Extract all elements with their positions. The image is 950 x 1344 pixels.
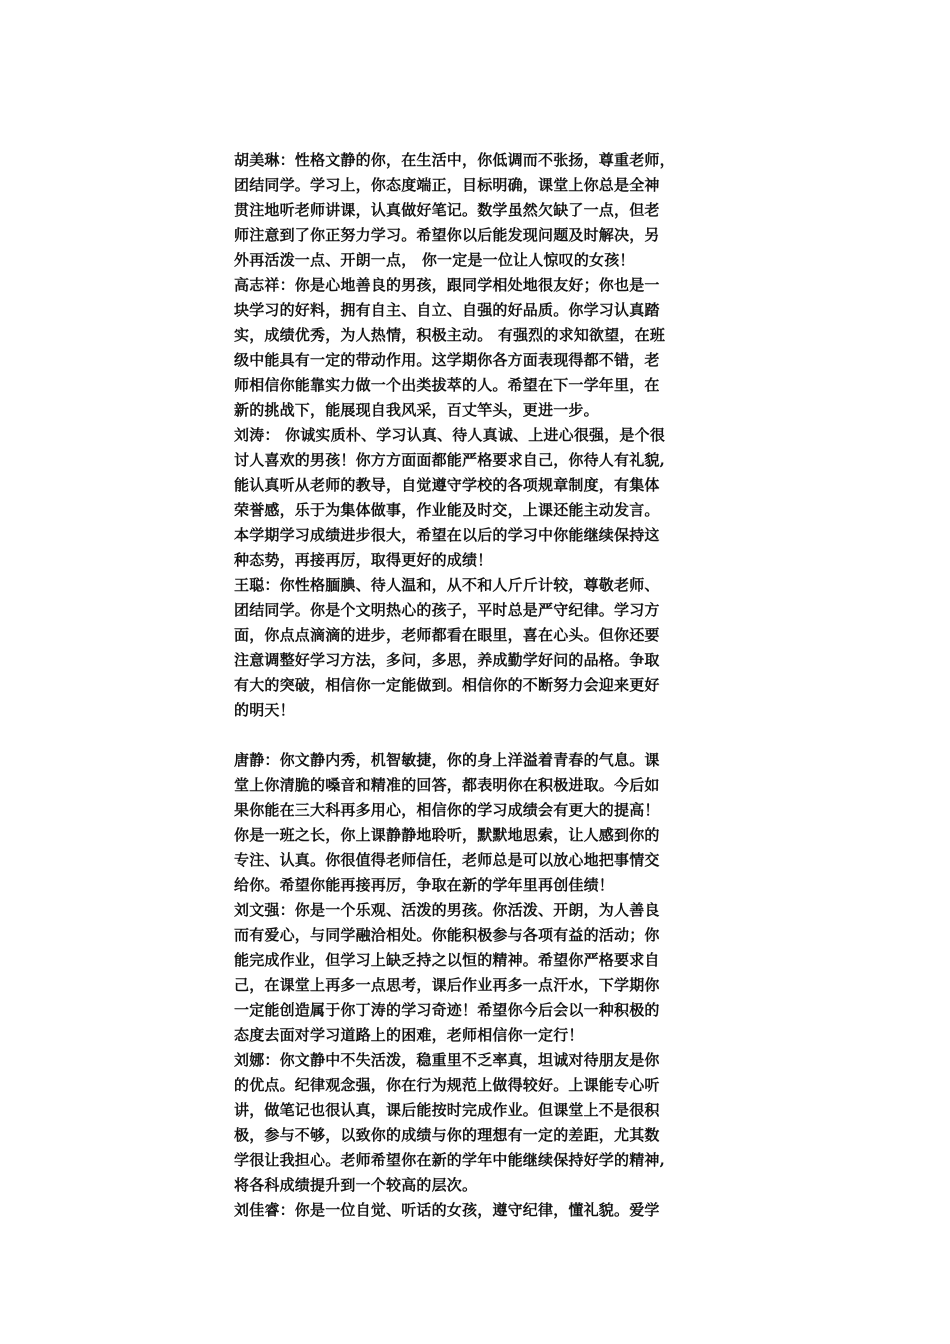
text-line: 块学习的好料，拥有自主、自立、自强的好品质。你学习认真踏 [234,301,660,319]
text-line: 给你。希望你能再接再厉，争取在新的学年里再创佳绩！ [234,876,615,894]
text-line: 而有爱心，与同学融洽相处。你能积极参与各项有益的活动；你 [234,926,660,944]
text-line: 有大的突破，相信你一定能做到。相信你的不断努力会迎来更好 [234,676,660,694]
text-line: 级中能具有一定的带动作用。这学期你各方面表现得都不错，老 [234,351,660,369]
text-line: 己，在课堂上再多一点思考，课后作业再多一点汗水，下学期你 [234,976,660,994]
text-line: 一定能创造属于你丁涛的学习奇迹！希望你今后会以一种积极的 [234,1001,660,1019]
comment-paragraph-liu-wenqiang [234,898,722,1048]
comment-paragraph-wang-cong [234,573,722,723]
text-line: 刘娜：你文静中不失活泼，稳重里不乏率真，坦诚对待朋友是你 [234,1051,660,1069]
text-line: 讨人喜欢的男孩！你方方面面都能严格要求自己，你待人有礼貌, [234,451,666,469]
comment-paragraph-tang-jing [234,748,722,898]
text-line: 实，成绩优秀，为人热情，积极主动。 有强烈的求知欲望，在班 [234,326,666,344]
comment-paragraph-gao-zhixiang [234,273,722,423]
text-line: 刘涛： 你诚实质朴、学习认真、待人真诚、上进心很强，是个很 [234,426,666,444]
text-line: 团结同学。你是个文明热心的孩子，平时总是严守纪律。学习方 [234,601,660,619]
text-line: 极，参与不够，以致你的成绩与你的理想有一定的差距，尤其数 [234,1126,660,1144]
text-line: 能完成作业，但学习上缺乏持之以恒的精神。希望你严格要求自 [234,951,660,969]
blank-paragraph [234,723,722,748]
text-line: 唐静：你文静内秀，机智敏捷，你的身上洋溢着青春的气息。课 [234,751,660,769]
text-line: 王聪：你性格腼腆、待人温和，从不和人斤斤计较，尊敬老师、 [234,576,660,594]
text-line: 团结同学。学习上，你态度端正，目标明确，课堂上你总是全神 [234,176,660,194]
text-line: 师注意到了你正努力学习。希望你以后能发现问题及时解决，另 [234,226,660,244]
text-line: 种态势，再接再厉，取得更好的成绩！ [234,551,493,569]
text-line: 刘文强：你是一个乐观、活泼的男孩。你活泼、开朗，为人善良 [234,901,660,919]
text-line: 学很让我担心。老师希望你在新的学年中能继续保持好学的精神, [234,1151,666,1169]
text-line: 师相信你能靠实力做一个出类拔萃的人。希望在下一学年里，在 [234,376,660,394]
comment-paragraph-liu-na [234,1048,722,1198]
text-line: 胡美琳：性格文静的你，在生活中，你低调而不张扬，尊重老师， [234,151,675,169]
text-line: 本学期学习成绩进步很大，希望在以后的学习中你能继续保持这 [234,526,660,544]
text-line: 新的挑战下，能展现自我风采，百丈竿头，更进一步。 [234,401,599,419]
text-line: 态度去面对学习道路上的困难，老师相信你一定行！ [234,1026,584,1044]
text-line: 面，你点点滴滴的进步，老师都看在眼里，喜在心头。但你还要 [234,626,660,644]
text-line: 讲，做笔记也很认真，课后能按时完成作业。但课堂上不是很积 [234,1101,660,1119]
text-line: 高志祥：你是心地善良的男孩，跟同学相处地很友好；你也是一 [234,276,660,294]
text-line: 荣誉感，乐于为集体做事，作业能及时交，上课还能主动发言。 [234,501,660,519]
comment-paragraph-liu-tao [234,423,722,573]
text-line: 能认真听从老师的教导，自觉遵守学校的各项规章制度，有集体 [234,476,660,494]
text-line: 的优点。纪律观念强，你在行为规范上做得较好。上课能专心听 [234,1076,660,1094]
text-line: 贯注地听老师讲课，认真做好笔记。数学虽然欠缺了一点，但老 [234,201,660,219]
document-body [234,148,722,1223]
comment-paragraph-liu-jiarui [234,1198,722,1223]
text-line: 刘佳睿：你是一位自觉、听话的女孩，遵守纪律，懂礼貌。爱学 [234,1201,660,1219]
text-line: 将各科成绩提升到一个较高的层次。 [234,1176,478,1194]
text-line: 你是一班之长，你上课静静地聆听，默默地思索，让人感到你的 [234,826,660,844]
text-line: 专注、认真。你很值得老师信任，老师总是可以放心地把事情交 [234,851,660,869]
text-line: 注意调整好学习方法，多问，多思，养成勤学好问的品格。争取 [234,651,660,669]
text-line: 外再活泼一点、开朗一点， 你一定是一位让人惊叹的女孩！ [234,251,635,269]
text-line: 的明天！ [234,701,295,719]
comment-paragraph-hu-meilin [234,148,722,273]
text-line: 果你能在三大科再多用心，相信你的学习成绩会有更大的提高！ [234,801,660,819]
text-line: 堂上你清脆的嗓音和精准的回答，都表明你在积极进取。今后如 [234,776,660,794]
